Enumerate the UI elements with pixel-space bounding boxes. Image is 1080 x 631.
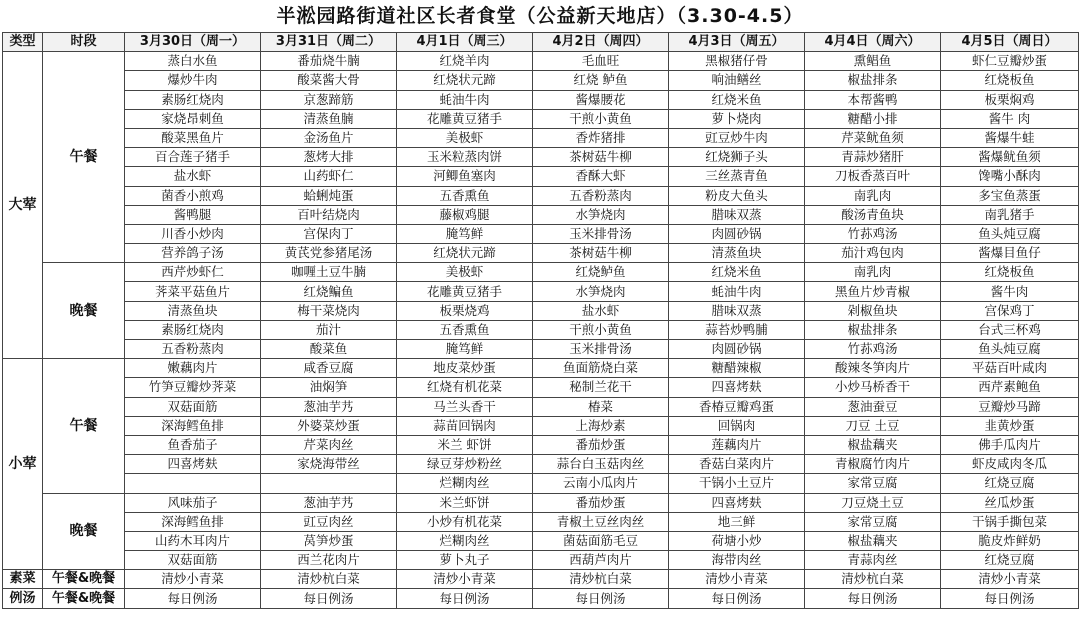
dish-cell: 盐水虾 [533, 301, 669, 320]
dish-cell: 烂糊肉丝 [397, 474, 533, 493]
dish-cell: 莲藕肉片 [669, 435, 805, 454]
dish-cell: 清炒杭白菜 [533, 570, 669, 589]
dish-cell: 西葫芦肉片 [533, 551, 669, 570]
dish-cell: 糖醋小排 [805, 109, 941, 128]
meal-period-label: 晚餐 [43, 263, 125, 359]
dish-cell [125, 474, 261, 493]
dish-cell: 素肠红烧肉 [125, 90, 261, 109]
dish-cell: 每日例汤 [669, 589, 805, 608]
dish-cell: 西芹炒虾仁 [125, 263, 261, 282]
header-day: 4月4日（周六） [805, 33, 941, 52]
dish-cell: 海带肉丝 [669, 551, 805, 570]
dish-cell: 刀板香蒸百叶 [805, 167, 941, 186]
dish-cell: 熏鲳鱼 [805, 52, 941, 71]
dish-cell: 红烧板鱼 [941, 263, 1079, 282]
dish-cell: 青椒土豆丝肉丝 [533, 512, 669, 531]
dish-cell: 腌笃鲜 [397, 340, 533, 359]
menu-row [3, 512, 1079, 531]
dish-cell: 糖醋辣椒 [669, 359, 805, 378]
dish-cell: 莴笋炒蛋 [261, 531, 397, 550]
menu-row [3, 340, 1079, 359]
menu-row [3, 71, 1079, 90]
dish-cell: 豆瓣炒马蹄 [941, 397, 1079, 416]
dish-cell: 家烧昂刺鱼 [125, 109, 261, 128]
dish-cell: 咖喱土豆牛腩 [261, 263, 397, 282]
dish-cell: 地三鲜 [669, 512, 805, 531]
dish-cell: 西芹素鲍鱼 [941, 378, 1079, 397]
dish-cell: 葱烤大排 [261, 148, 397, 167]
dish-cell: 京葱蹄筋 [261, 90, 397, 109]
dish-cell: 百合莲子猪手 [125, 148, 261, 167]
dish-cell: 椒盐排条 [805, 71, 941, 90]
dish-cell: 干锅手撕包菜 [941, 512, 1079, 531]
dish-cell: 清蒸鱼块 [669, 244, 805, 263]
dish-cell: 番茄烧牛腩 [261, 52, 397, 71]
dish-cell: 花雕黄豆猪手 [397, 282, 533, 301]
menu-row [3, 90, 1079, 109]
dish-cell: 葱油芋艿 [261, 493, 397, 512]
dish-cell: 竹荪鸡汤 [805, 224, 941, 243]
dish-cell: 家常豆腐 [805, 512, 941, 531]
dish-cell: 清炒小青菜 [941, 570, 1079, 589]
dish-cell: 五香熏鱼 [397, 186, 533, 205]
dish-cell: 上海炒素 [533, 416, 669, 435]
dish-cell: 玉米排骨汤 [533, 340, 669, 359]
dish-cell: 酸汤青鱼块 [805, 205, 941, 224]
soup-row [3, 589, 1079, 608]
dish-cell: 板栗烧鸡 [397, 301, 533, 320]
dish-cell: 清炒小青菜 [669, 570, 805, 589]
dish-cell: 清蒸鱼腩 [261, 109, 397, 128]
dish-cell: 椒盐排条 [805, 320, 941, 339]
dish-cell: 家烧海带丝 [261, 455, 397, 474]
dish-cell: 每日例汤 [533, 589, 669, 608]
header-period: 时段 [43, 33, 125, 52]
dish-cell: 酱爆牛蛙 [941, 128, 1079, 147]
dish-cell: 每日例汤 [805, 589, 941, 608]
dish-cell: 清蒸鱼块 [125, 301, 261, 320]
dish-cell: 红烧米鱼 [669, 90, 805, 109]
dish-cell: 酸菜鱼 [261, 340, 397, 359]
dish-cell: 椿菜 [533, 397, 669, 416]
dish-cell: 豇豆炒牛肉 [669, 128, 805, 147]
dish-cell: 云南小瓜肉片 [533, 474, 669, 493]
dish-cell: 酱爆腰花 [533, 90, 669, 109]
dish-cell: 酸菜酱大骨 [261, 71, 397, 90]
menu-row [3, 493, 1079, 512]
category-label: 大荤 [3, 52, 43, 359]
dish-cell: 水笋烧肉 [533, 205, 669, 224]
menu-row [3, 474, 1079, 493]
dish-cell: 咸香豆腐 [261, 359, 397, 378]
dish-cell: 豇豆肉丝 [261, 512, 397, 531]
dish-cell: 每日例汤 [397, 589, 533, 608]
dish-cell: 盐水虾 [125, 167, 261, 186]
dish-cell: 美极虾 [397, 128, 533, 147]
dish-cell: 腊味双蒸 [669, 301, 805, 320]
dish-cell: 红烧羊肉 [397, 52, 533, 71]
dish-cell: 酱牛肉 [941, 282, 1079, 301]
menu-row [3, 435, 1079, 454]
dish-cell: 酸菜黑鱼片 [125, 128, 261, 147]
dish-cell: 花雕黄豆猪手 [397, 109, 533, 128]
dish-cell: 蒜苗回锅肉 [397, 416, 533, 435]
dish-cell: 芹菜鱿鱼须 [805, 128, 941, 147]
dish-cell: 干锅小土豆片 [669, 474, 805, 493]
dish-cell: 多宝鱼蒸蛋 [941, 186, 1079, 205]
menu-row [3, 397, 1079, 416]
dish-cell: 竹笋豆瓣炒荠菜 [125, 378, 261, 397]
dish-cell: 四喜烤麸 [669, 378, 805, 397]
meal-period-label: 午餐 [43, 52, 125, 263]
dish-cell: 佛手瓜肉片 [941, 435, 1079, 454]
dish-cell: 红烧米鱼 [669, 263, 805, 282]
header-day: 4月5日（周日） [941, 33, 1079, 52]
dish-cell: 红烧有机花菜 [397, 378, 533, 397]
dish-cell: 红烧鲈鱼 [533, 263, 669, 282]
dish-cell: 萝卜烧肉 [669, 109, 805, 128]
dish-cell: 响油鳝丝 [669, 71, 805, 90]
header-day: 4月2日（周四） [533, 33, 669, 52]
dish-cell: 嫩藕肉片 [125, 359, 261, 378]
menu-row [3, 224, 1079, 243]
page-title: 半淞园路街道社区长者食堂（公益新天地店）（3.30-4.5） [276, 5, 804, 27]
dish-cell: 红烧状元蹄 [397, 244, 533, 263]
dish-cell: 金汤鱼片 [261, 128, 397, 147]
dish-cell: 菌菇面筋毛豆 [533, 531, 669, 550]
dish-cell: 茶树菇牛柳 [533, 148, 669, 167]
dish-cell: 外婆菜炒蛋 [261, 416, 397, 435]
header-day: 3月31日（周二） [261, 33, 397, 52]
dish-cell: 风味茄子 [125, 493, 261, 512]
menu-row [3, 244, 1079, 263]
menu-row [3, 416, 1079, 435]
dish-cell: 丝瓜炒蛋 [941, 493, 1079, 512]
dish-cell: 营养鸽子汤 [125, 244, 261, 263]
dish-cell: 青椒腐竹肉片 [805, 455, 941, 474]
dish-cell: 秘制兰花干 [533, 378, 669, 397]
dish-cell: 红烧豆腐 [941, 551, 1079, 570]
menu-row [3, 378, 1079, 397]
menu-row [3, 359, 1079, 378]
dish-cell: 每日例汤 [261, 589, 397, 608]
header-day: 3月30日（周一） [125, 33, 261, 52]
menu-row [3, 531, 1079, 550]
category-label: 素菜 [3, 570, 43, 589]
dish-cell: 河鲫鱼塞肉 [397, 167, 533, 186]
dish-cell: 干煎小黄鱼 [533, 109, 669, 128]
dish-cell: 蚝油牛肉 [397, 90, 533, 109]
dish-cell: 茄汁 [261, 320, 397, 339]
dish-cell: 小炒马桥香干 [805, 378, 941, 397]
dish-cell: 米兰虾饼 [397, 493, 533, 512]
dish-cell: 蛤蜊炖蛋 [261, 186, 397, 205]
header-type: 类型 [3, 33, 43, 52]
dish-cell: 菌香小煎鸡 [125, 186, 261, 205]
dish-cell: 虾仁豆瓣炒蛋 [941, 52, 1079, 71]
dish-cell: 马兰头香干 [397, 397, 533, 416]
dish-cell: 葱油芋艿 [261, 397, 397, 416]
dish-cell: 四喜烤麸 [669, 493, 805, 512]
menu-row [3, 186, 1079, 205]
dish-cell: 回锅肉 [669, 416, 805, 435]
dish-cell: 烂糊肉丝 [397, 531, 533, 550]
dish-cell: 剁椒鱼块 [805, 301, 941, 320]
menu-row [3, 109, 1079, 128]
dish-cell: 南乳猪手 [941, 205, 1079, 224]
dish-cell: 深海鳕鱼排 [125, 416, 261, 435]
dish-cell: 肉圆砂锅 [669, 224, 805, 243]
dish-cell: 素肠红烧肉 [125, 320, 261, 339]
dish-cell: 蒸白水鱼 [125, 52, 261, 71]
dish-cell: 竹荪鸡汤 [805, 340, 941, 359]
dish-cell: 南乳肉 [805, 263, 941, 282]
category-label: 小荤 [3, 359, 43, 570]
dish-cell: 清炒杭白菜 [805, 570, 941, 589]
dish-cell: 爆炒牛肉 [125, 71, 261, 90]
dish-cell: 荷塘小炒 [669, 531, 805, 550]
veg-row [3, 570, 1079, 589]
dish-cell: 宫保鸡丁 [941, 301, 1079, 320]
menu-row [3, 551, 1079, 570]
dish-cell: 香椿豆瓣鸡蛋 [669, 397, 805, 416]
dish-cell: 蚝油牛肉 [669, 282, 805, 301]
menu-row [3, 52, 1079, 71]
dish-cell: 酱鸭腿 [125, 205, 261, 224]
dish-cell: 红烧 鲈鱼 [533, 71, 669, 90]
header-day: 4月3日（周五） [669, 33, 805, 52]
menu-row [3, 205, 1079, 224]
dish-cell: 五香熏鱼 [397, 320, 533, 339]
menu-row [3, 167, 1079, 186]
dish-cell: 南乳肉 [805, 186, 941, 205]
dish-cell: 红烧豆腐 [941, 474, 1079, 493]
dish-cell: 西兰花肉片 [261, 551, 397, 570]
dish-cell: 深海鳕鱼排 [125, 512, 261, 531]
dish-cell: 水笋烧肉 [533, 282, 669, 301]
dish-cell: 粉皮大鱼头 [669, 186, 805, 205]
dish-cell: 腌笃鲜 [397, 224, 533, 243]
dish-cell: 台式三杯鸡 [941, 320, 1079, 339]
menu-row [3, 128, 1079, 147]
dish-cell: 茄汁鸡包肉 [805, 244, 941, 263]
menu-row [3, 263, 1079, 282]
dish-cell: 红烧状元蹄 [397, 71, 533, 90]
dish-cell: 鱼香茄子 [125, 435, 261, 454]
dish-cell: 每日例汤 [941, 589, 1079, 608]
menu-row [3, 301, 1079, 320]
dish-cell: 椒盐藕夹 [805, 531, 941, 550]
dish-cell: 四喜烤麸 [125, 455, 261, 474]
meal-period-label: 午餐&晚餐 [43, 589, 125, 608]
dish-cell: 蒜苔炒鸭脯 [669, 320, 805, 339]
dish-cell: 萝卜丸子 [397, 551, 533, 570]
menu-row [3, 282, 1079, 301]
menu-row [3, 148, 1079, 167]
dish-cell: 干煎小黄鱼 [533, 320, 669, 339]
meal-period-label: 午餐&晚餐 [43, 570, 125, 589]
dish-cell: 五香粉蒸肉 [125, 340, 261, 359]
dish-cell: 酱爆鱿鱼须 [941, 148, 1079, 167]
dish-cell: 红烧狮子头 [669, 148, 805, 167]
dish-cell: 腊味双蒸 [669, 205, 805, 224]
dish-cell: 蒜台白玉菇肉丝 [533, 455, 669, 474]
dish-cell: 番茄炒蛋 [533, 435, 669, 454]
dish-cell: 玉米粒蒸肉饼 [397, 148, 533, 167]
dish-cell: 山药木耳肉片 [125, 531, 261, 550]
dish-cell: 鱼面筋烧白菜 [533, 359, 669, 378]
dish-cell: 清炒小青菜 [397, 570, 533, 589]
dish-cell: 鱼头炖豆腐 [941, 224, 1079, 243]
menu-row [3, 320, 1079, 339]
dish-cell: 山药虾仁 [261, 167, 397, 186]
dish-cell: 肉圆砂锅 [669, 340, 805, 359]
dish-cell: 刀豆烧土豆 [805, 493, 941, 512]
dish-cell: 三丝蒸青鱼 [669, 167, 805, 186]
dish-cell: 五香粉蒸肉 [533, 186, 669, 205]
dish-cell: 韭黄炒蛋 [941, 416, 1079, 435]
menu-body [3, 52, 1079, 608]
dish-cell: 梅干菜烧肉 [261, 301, 397, 320]
dish-cell: 美极虾 [397, 263, 533, 282]
dish-cell: 玉米排骨汤 [533, 224, 669, 243]
dish-cell: 清炒杭白菜 [261, 570, 397, 589]
dish-cell: 香菇白菜肉片 [669, 455, 805, 474]
dish-cell: 酱爆目鱼仔 [941, 244, 1079, 263]
menu-row [3, 455, 1079, 474]
category-label: 例汤 [3, 589, 43, 608]
dish-cell: 藤椒鸡腿 [397, 205, 533, 224]
dish-cell: 鱼头炖豆腐 [941, 340, 1079, 359]
dish-cell: 椒盐藕夹 [805, 435, 941, 454]
dish-cell: 地皮菜炒蛋 [397, 359, 533, 378]
dish-cell: 红烧板鱼 [941, 71, 1079, 90]
dish-cell: 荠菜平菇鱼片 [125, 282, 261, 301]
dish-cell: 馋嘴小酥肉 [941, 167, 1079, 186]
dish-cell: 小炒有机花菜 [397, 512, 533, 531]
header-row [3, 33, 1079, 52]
dish-cell: 红烧鳊鱼 [261, 282, 397, 301]
dish-cell: 茶树菇牛柳 [533, 244, 669, 263]
dish-cell: 酸辣冬笋肉片 [805, 359, 941, 378]
dish-cell: 毛血旺 [533, 52, 669, 71]
meal-period-label: 晚餐 [43, 493, 125, 570]
dish-cell: 脆皮炸鲜奶 [941, 531, 1079, 550]
dish-cell: 虾皮咸肉冬瓜 [941, 455, 1079, 474]
dish-cell: 香炸猪排 [533, 128, 669, 147]
dish-cell: 黄芪党参猪尾汤 [261, 244, 397, 263]
dish-cell [261, 474, 397, 493]
dish-cell: 宫保肉丁 [261, 224, 397, 243]
dish-cell: 板栗焖鸡 [941, 90, 1079, 109]
dish-cell: 双菇面筋 [125, 551, 261, 570]
dish-cell: 川香小炒肉 [125, 224, 261, 243]
dish-cell: 油焖笋 [261, 378, 397, 397]
dish-cell: 香酥大虾 [533, 167, 669, 186]
dish-cell: 芹菜肉丝 [261, 435, 397, 454]
dish-cell: 清炒小青菜 [125, 570, 261, 589]
weekly-menu-table [2, 32, 1079, 609]
dish-cell: 番茄炒蛋 [533, 493, 669, 512]
dish-cell: 双菇面筋 [125, 397, 261, 416]
dish-cell: 酱牛 肉 [941, 109, 1079, 128]
dish-cell: 黑椒猪仔骨 [669, 52, 805, 71]
dish-cell: 本帮酱鸭 [805, 90, 941, 109]
meal-period-label: 午餐 [43, 359, 125, 493]
dish-cell: 黑鱼片炒青椒 [805, 282, 941, 301]
dish-cell: 米兰 虾饼 [397, 435, 533, 454]
dish-cell: 青蒜肉丝 [805, 551, 941, 570]
dish-cell: 每日例汤 [125, 589, 261, 608]
dish-cell: 葱油蚕豆 [805, 397, 941, 416]
dish-cell: 平菇百叶咸肉 [941, 359, 1079, 378]
dish-cell: 绿豆芽炒粉丝 [397, 455, 533, 474]
dish-cell: 家常豆腐 [805, 474, 941, 493]
dish-cell: 青蒜炒猪肝 [805, 148, 941, 167]
dish-cell: 百叶结烧肉 [261, 205, 397, 224]
header-day: 4月1日（周三） [397, 33, 533, 52]
dish-cell: 刀豆 土豆 [805, 416, 941, 435]
